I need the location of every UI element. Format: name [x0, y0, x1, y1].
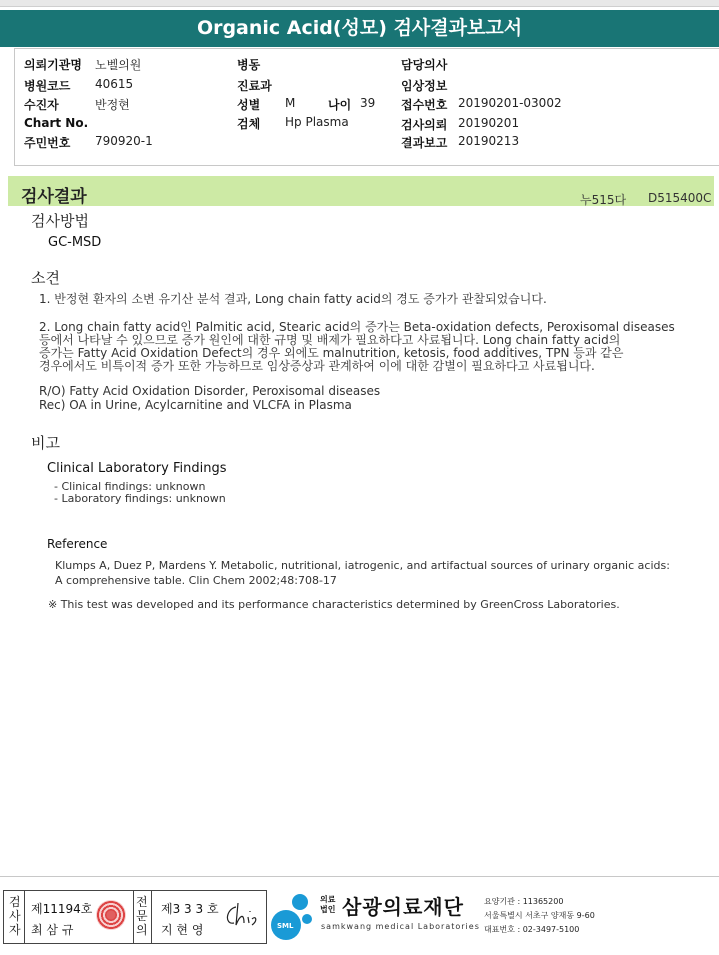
examiner-label-cell	[4, 891, 25, 943]
reference-line-2: A comprehensive table. Clin Chem 2002;48:708-17	[55, 574, 337, 587]
request-date-value: 20190201	[458, 116, 520, 130]
finding-2-line-3: 증가는 Fatty Acid Oxidation Defect의 경우 외에도 malnutrition, ketosis, food additives, TPN 등과 같은	[39, 346, 624, 360]
org-type-line: 의료	[320, 895, 336, 904]
finding-2-line-4: 경우에서도 비특이적 증가 또한 가능하므로 임상증상과 관계하여 이에 대한 감별이 필요하다고 사료됩니다.	[39, 359, 595, 373]
specialist-label-char: 의	[136, 923, 148, 937]
finding-1: 1. 반정현 환자의 소변 유기산 분석 결과, Long chain fatty acid의 경도 증가가 관찰되었습니다.	[39, 292, 547, 306]
examiner-cell	[24, 891, 134, 943]
patient-label: 수진자	[24, 98, 59, 112]
specialist-label-char: 전	[136, 895, 148, 909]
top-border	[0, 0, 719, 7]
info-left-rule	[14, 48, 15, 165]
remarks-title: 비고	[31, 434, 60, 452]
sml-logo-icon	[271, 892, 315, 942]
examiner-license-no: 제11194호	[31, 902, 93, 916]
specialist-label-char: 문	[136, 909, 148, 923]
specimen-value: Hp Plasma	[285, 115, 349, 129]
doctor-label: 담당의사	[401, 58, 448, 72]
org-info-line-1: 요양기관 : 11365200	[484, 897, 564, 906]
org-name: 삼광의료재단	[342, 895, 464, 919]
report-title: Organic Acid(성모) 검사결과보고서	[0, 10, 719, 47]
rule-out-line: R/O) Fatty Acid Oxidation Disorder, Peroxisomal diseases	[39, 384, 381, 398]
age-value: 39	[360, 96, 376, 110]
recommendation-line: Rec) OA in Urine, Acylcarnitine and VLCFA in Plasma	[39, 398, 352, 412]
specimen-label: 검체	[237, 117, 261, 131]
sex-value: M	[285, 96, 296, 110]
method-title: 검사방법	[31, 212, 89, 230]
department-label: 진료과	[237, 79, 272, 93]
finding-2-line-2: 등에서 나타날 수 있으므로 증가 원인에 대한 규명 및 배제가 필요하다고 사료됩니다. Long chain fatty acid의	[39, 333, 621, 347]
report-date-label: 결과보고	[401, 136, 448, 150]
org-name-english: samkwang medical Laboratories	[321, 922, 480, 931]
ward-label: 병동	[237, 58, 261, 72]
request-date-label: 검사의뢰	[401, 118, 448, 132]
test-code-korean: 누515다	[580, 193, 627, 207]
hospital-name-label: 의뢰기관명	[24, 58, 82, 72]
signature-icon	[222, 899, 260, 931]
clinical-info-label: 임상정보	[401, 79, 448, 93]
specialist-license-no: 제3 3 3 호	[161, 902, 219, 916]
resident-no-value: 790920-1	[95, 134, 153, 148]
test-code: D515400C	[648, 191, 712, 205]
receipt-no-value: 20190201-03002	[458, 96, 562, 110]
specialist-name: 지 현 영	[161, 923, 204, 937]
hospital-code-label: 병원코드	[24, 79, 71, 93]
org-type-line: 법인	[320, 905, 336, 914]
laboratory-finding-item: - Laboratory findings: unknown	[54, 492, 226, 505]
examiner-label-char: 사	[9, 909, 21, 923]
examiner-name: 최 삼 규	[31, 923, 74, 937]
footer-rule	[0, 876, 719, 877]
age-label: 나이	[328, 98, 352, 112]
org-info-line-2: 서울특별시 서초구 양재동 9-60	[484, 911, 595, 920]
sml-logo-text: SML	[277, 922, 294, 930]
info-top-rule	[14, 48, 719, 49]
signature-box	[3, 890, 267, 944]
finding-2-line-1: 2. Long chain fatty acid인 Palmitic acid, Stearic acid의 증가는 Beta-oxidation defects, Peroxisomal diseases	[39, 320, 675, 334]
hospital-name-value: 노벨의원	[95, 58, 142, 72]
results-title: 검사결과	[21, 187, 87, 207]
info-bottom-rule	[14, 165, 719, 166]
examiner-seal-icon	[96, 900, 126, 930]
org-info-line-3: 대표번호 : 02-3497-5100	[484, 925, 580, 934]
reference-title: Reference	[47, 537, 108, 551]
chart-no-label: Chart No.	[24, 116, 89, 130]
patient-value: 반정현	[95, 98, 130, 112]
specialist-label-cell	[133, 891, 152, 943]
method-value: GC-MSD	[48, 235, 102, 250]
development-note: ※ This test was developed and its performance characteristics determined by GreenCross Laboratories.	[48, 598, 620, 611]
clinical-finding-item: - Clinical findings: unknown	[54, 480, 206, 493]
hospital-code-value: 40615	[95, 77, 134, 91]
reference-line-1: Klumps A, Duez P, Mardens Y. Metabolic, nutritional, iatrogenic, and artifactual sources of urinary organic acids:	[55, 559, 670, 572]
examiner-label-char: 자	[9, 923, 21, 937]
clinical-findings-title: Clinical Laboratory Findings	[47, 461, 227, 476]
receipt-no-label: 접수번호	[401, 98, 448, 112]
findings-title: 소견	[31, 269, 60, 287]
sex-label: 성별	[237, 98, 261, 112]
report-date-value: 20190213	[458, 134, 520, 148]
resident-no-label: 주민번호	[24, 136, 71, 150]
examiner-label-char: 검	[9, 895, 21, 909]
